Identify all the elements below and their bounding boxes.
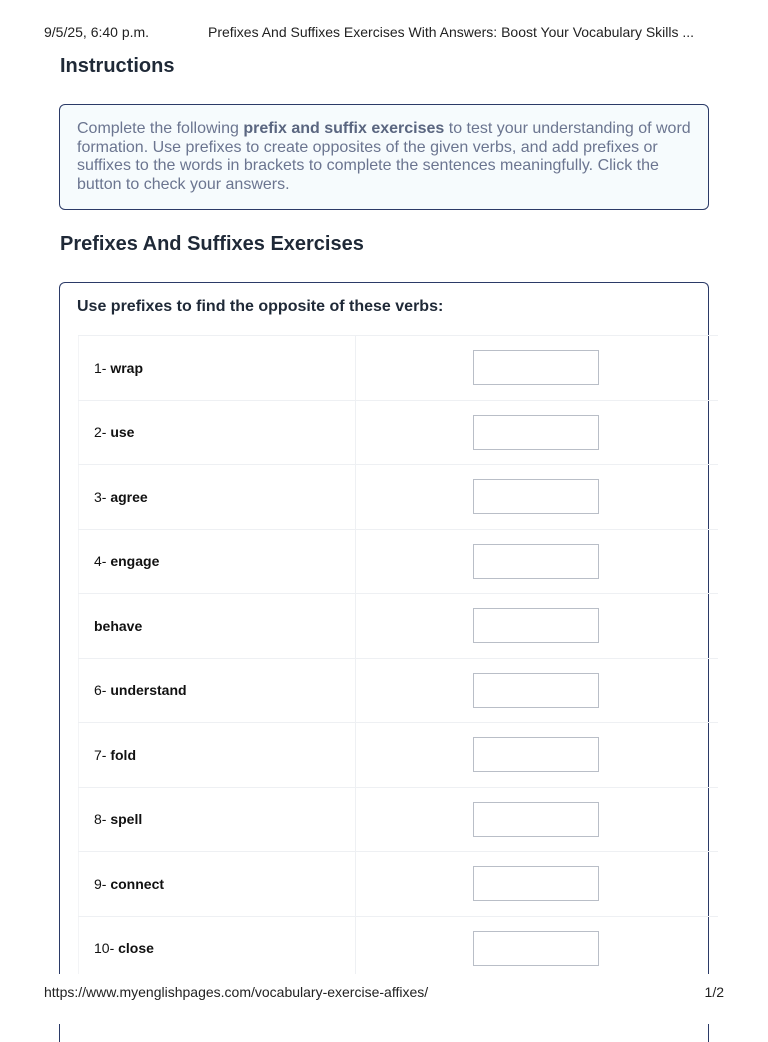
word-cell — [79, 787, 356, 852]
word-cell — [79, 465, 356, 530]
exercise-card — [59, 282, 709, 1042]
answer-cell — [356, 658, 719, 723]
item-word: wrap — [110, 359, 144, 376]
item-word: agree — [110, 488, 148, 505]
table-row — [79, 465, 719, 530]
item-word: understand — [110, 682, 187, 699]
word-cell — [79, 658, 356, 723]
answer-input[interactable] — [473, 673, 599, 708]
item-number: 10- — [94, 940, 119, 957]
answer-cell — [356, 529, 719, 594]
answer-input[interactable] — [473, 931, 599, 966]
answer-input[interactable] — [473, 479, 599, 514]
instructions-box — [59, 104, 709, 210]
answer-cell — [356, 336, 719, 401]
answer-input[interactable] — [473, 608, 599, 643]
table-row — [79, 594, 719, 659]
word-cell — [79, 723, 356, 788]
word-cell — [79, 400, 356, 465]
answer-input[interactable] — [473, 866, 599, 901]
item-word: engage — [110, 553, 160, 570]
item-number: 1- — [94, 359, 111, 376]
exercise-prompt: Use prefixes to find the opposite of these verbs: — [77, 298, 444, 315]
exercises-heading: Prefixes And Suffixes Exercises — [60, 233, 364, 255]
exercise-table — [78, 335, 718, 981]
instructions-text-end: to test your understanding of word formation. Use prefixes to create opposites of the given verbs, and add prefixes or suffixes to the words in brackets to complete the sentences meaningfully. Click the button to check your answers. — [77, 120, 691, 193]
answer-input[interactable] — [473, 350, 599, 385]
answer-input[interactable] — [473, 737, 599, 772]
instructions-text-bold: prefix and suffix exercises — [243, 120, 445, 137]
instructions-heading: Instructions — [60, 55, 175, 77]
item-number: 4- — [94, 553, 111, 570]
item-number: 2- — [94, 424, 111, 441]
print-header — [44, 24, 724, 42]
table-row — [79, 400, 719, 465]
item-number: 6- — [94, 682, 111, 699]
table-row — [79, 529, 719, 594]
word-cell — [79, 916, 356, 981]
word-cell — [79, 852, 356, 917]
print-datetime: 9/5/25, 6:40 p.m. — [44, 24, 150, 40]
page-url: https://www.myenglishpages.com/vocabulary-exercise-affixes/ — [44, 984, 429, 1000]
answer-input[interactable] — [473, 415, 599, 450]
answer-cell — [356, 465, 719, 530]
item-number: 9- — [94, 875, 111, 892]
table-row — [79, 916, 719, 981]
table-row — [79, 787, 719, 852]
table-row — [79, 723, 719, 788]
item-word: connect — [110, 875, 165, 892]
word-cell — [79, 529, 356, 594]
answer-cell — [356, 723, 719, 788]
item-word: use — [110, 424, 135, 441]
print-page-title: Prefixes And Suffixes Exercises With Answers: Boost Your Vocabulary Skills ... — [208, 24, 695, 40]
word-cell — [79, 336, 356, 401]
answer-cell — [356, 594, 719, 659]
item-word: close — [118, 940, 154, 957]
item-number: 8- — [94, 811, 111, 828]
item-word: fold — [110, 746, 136, 763]
page-number: 1/2 — [704, 984, 724, 1000]
item-number: 3- — [94, 488, 111, 505]
word-cell — [79, 594, 356, 659]
instructions-text-start: Complete the following — [77, 120, 244, 137]
item-word: behave — [94, 617, 143, 634]
table-row — [79, 658, 719, 723]
table-row — [79, 336, 719, 401]
answer-cell — [356, 787, 719, 852]
table-row — [79, 852, 719, 917]
answer-input[interactable] — [473, 544, 599, 579]
answer-cell — [356, 400, 719, 465]
answer-input[interactable] — [473, 802, 599, 837]
answer-cell — [356, 852, 719, 917]
answer-cell — [356, 916, 719, 981]
item-word: spell — [110, 811, 143, 828]
item-number: 7- — [94, 746, 111, 763]
print-footer — [44, 984, 724, 1002]
